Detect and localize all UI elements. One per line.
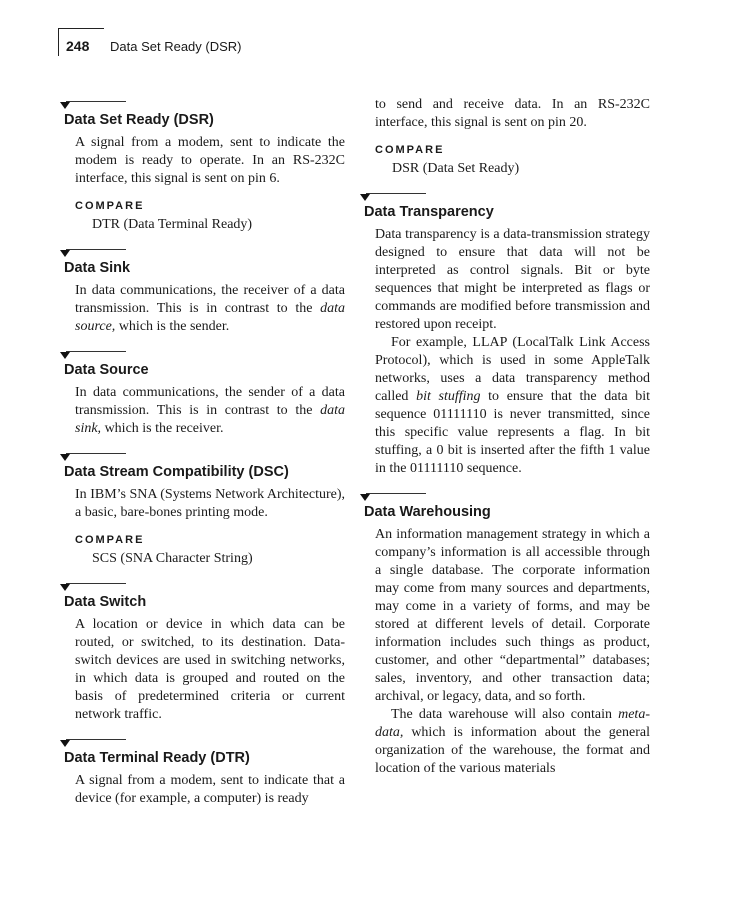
entry-body xyxy=(75,134,345,188)
marker-rule xyxy=(366,493,426,494)
cross-reference: bit stuffing xyxy=(416,389,481,404)
entry-marker xyxy=(60,248,345,258)
entry-body xyxy=(375,526,650,778)
entry-body xyxy=(375,226,650,478)
triangle-marker-icon xyxy=(60,740,70,747)
entry-data-switch xyxy=(60,582,345,724)
entry-term: Data Sink xyxy=(64,260,131,276)
marker-rule xyxy=(66,739,126,740)
entry-data-warehousing xyxy=(360,492,650,778)
entry-data-stream-compatibility xyxy=(60,452,345,568)
header-rule-horizontal xyxy=(58,28,104,29)
entry-term: Data Switch xyxy=(64,594,147,610)
compare-label: COMPARE xyxy=(375,144,445,156)
triangle-marker-icon xyxy=(360,194,370,201)
compare-item: DSR (Data Set Ready) xyxy=(392,161,520,176)
marker-rule xyxy=(66,351,126,352)
entry-marker xyxy=(360,492,650,502)
triangle-marker-icon xyxy=(60,352,70,359)
triangle-marker-icon xyxy=(60,250,70,257)
marker-rule xyxy=(66,453,126,454)
entry-paragraph xyxy=(75,282,345,336)
entry-marker xyxy=(360,192,650,202)
entry-data-set-ready xyxy=(60,100,345,234)
entry-paragraph: Data transparency is a data-transmission strategy designed to ensure that data will not be interpreted as control signals. Bit or byte sequences that might be interpreted as flags or commands are modified before transmission and restored upon receipt. xyxy=(375,227,650,332)
triangle-marker-icon xyxy=(360,494,370,501)
entry-paragraph: In IBM’s SNA (Systems Network Architecture), a basic, bare-bones printing mode. xyxy=(75,487,345,520)
entry-paragraph xyxy=(375,334,650,478)
text-run: In data communications, the sender of a data transmission. This is in contrast to the xyxy=(75,385,345,418)
entry-paragraph: to send and receive data. In an RS-232C interface, this signal is sent on pin 20. xyxy=(375,97,650,130)
entry-marker xyxy=(60,350,345,360)
entry-paragraph xyxy=(375,706,650,778)
entry-marker xyxy=(60,452,345,462)
entry-body xyxy=(375,96,650,132)
cross-reference: meta-data, xyxy=(375,707,650,740)
left-column xyxy=(60,100,345,808)
entry-term: Data Stream Compatibility (DSC) xyxy=(64,464,289,480)
entry-body xyxy=(75,282,345,336)
entry-marker xyxy=(60,738,345,748)
text-run: The data warehouse will also contain xyxy=(391,707,619,722)
entry-marker xyxy=(60,100,345,110)
entry-body xyxy=(75,772,345,808)
text-run: In data communications, the receiver of a data transmission. This is in contrast to the xyxy=(75,283,345,316)
marker-rule xyxy=(66,101,126,102)
triangle-marker-icon xyxy=(60,584,70,591)
entry-term: Data Source xyxy=(64,362,149,378)
compare-label: COMPARE xyxy=(75,534,145,546)
entry-paragraph: A signal from a modem, sent to indicate that a device (for example, a computer) is ready xyxy=(75,773,345,806)
entry-body xyxy=(75,486,345,522)
right-column xyxy=(360,96,650,778)
entry-term: Data Set Ready (DSR) xyxy=(64,112,214,128)
entry-body xyxy=(75,616,345,724)
compare-label: COMPARE xyxy=(75,200,145,212)
entry-paragraph: A signal from a modem, sent to indicate the modem is ready to operate. In an RS-232C interface, this signal is sent on pin 6. xyxy=(75,135,345,186)
entry-paragraph: A location or device in which data can be routed, or switched, to its destination. Data-switch devices are used in switching networks, in which data is grouped and routed on the basis of predetermined criteria or current network traffic. xyxy=(75,617,345,722)
compare-item: DTR (Data Terminal Ready) xyxy=(92,217,253,232)
entry-paragraph: An information management strategy in which a company’s information is all accessible through a single database. The corporate information may come from many sources and departments, may come in a variety of forms, and may be stored at different levels of detail. Corporate information includes such things as product, customer, and other “departmental” databases; sales, inventory, and other transaction data; archival, or legacy, data, and so forth. xyxy=(375,527,650,704)
marker-rule xyxy=(66,583,126,584)
entry-paragraph xyxy=(75,384,345,438)
triangle-marker-icon xyxy=(60,454,70,461)
entry-term: Data Terminal Ready (DTR) xyxy=(64,750,250,766)
entry-data-terminal-ready xyxy=(60,738,345,808)
entry-term: Data Transparency xyxy=(364,204,494,220)
entry-data-terminal-ready-continued xyxy=(360,96,650,178)
text-run: which is the receiver. xyxy=(101,421,224,436)
marker-rule xyxy=(66,249,126,250)
cross-reference: data sink, xyxy=(75,403,345,436)
entry-marker xyxy=(60,582,345,592)
compare-item: SCS (SNA Character String) xyxy=(92,551,253,566)
header-rule-vertical xyxy=(58,28,59,56)
text-run: which is the sender. xyxy=(115,319,230,334)
triangle-marker-icon xyxy=(60,102,70,109)
text-run: For example, LLAP (LocalTalk Link Access Protocol), which is used in some AppleTalk networks, uses a data transparency method called xyxy=(375,335,650,404)
page-number: 248 xyxy=(66,38,90,54)
entry-body xyxy=(75,384,345,438)
running-title: Data Set Ready (DSR) xyxy=(110,39,242,54)
entry-data-source xyxy=(60,350,345,438)
entry-data-transparency xyxy=(360,192,650,478)
cross-reference: data source, xyxy=(75,301,345,334)
text-run: to ensure that the data bit sequence 01111110 is never transmitted, since this specific value represents a flag. In bit stuffing, a 0 bit is inserted after the fifth 1 value in the 01111110 sequence. xyxy=(375,389,651,476)
text-run: which is information about the general organization of the warehouse, the format and location of the various materials xyxy=(375,725,650,776)
marker-rule xyxy=(366,193,426,194)
entry-term: Data Warehousing xyxy=(364,504,491,520)
entry-data-sink xyxy=(60,248,345,336)
